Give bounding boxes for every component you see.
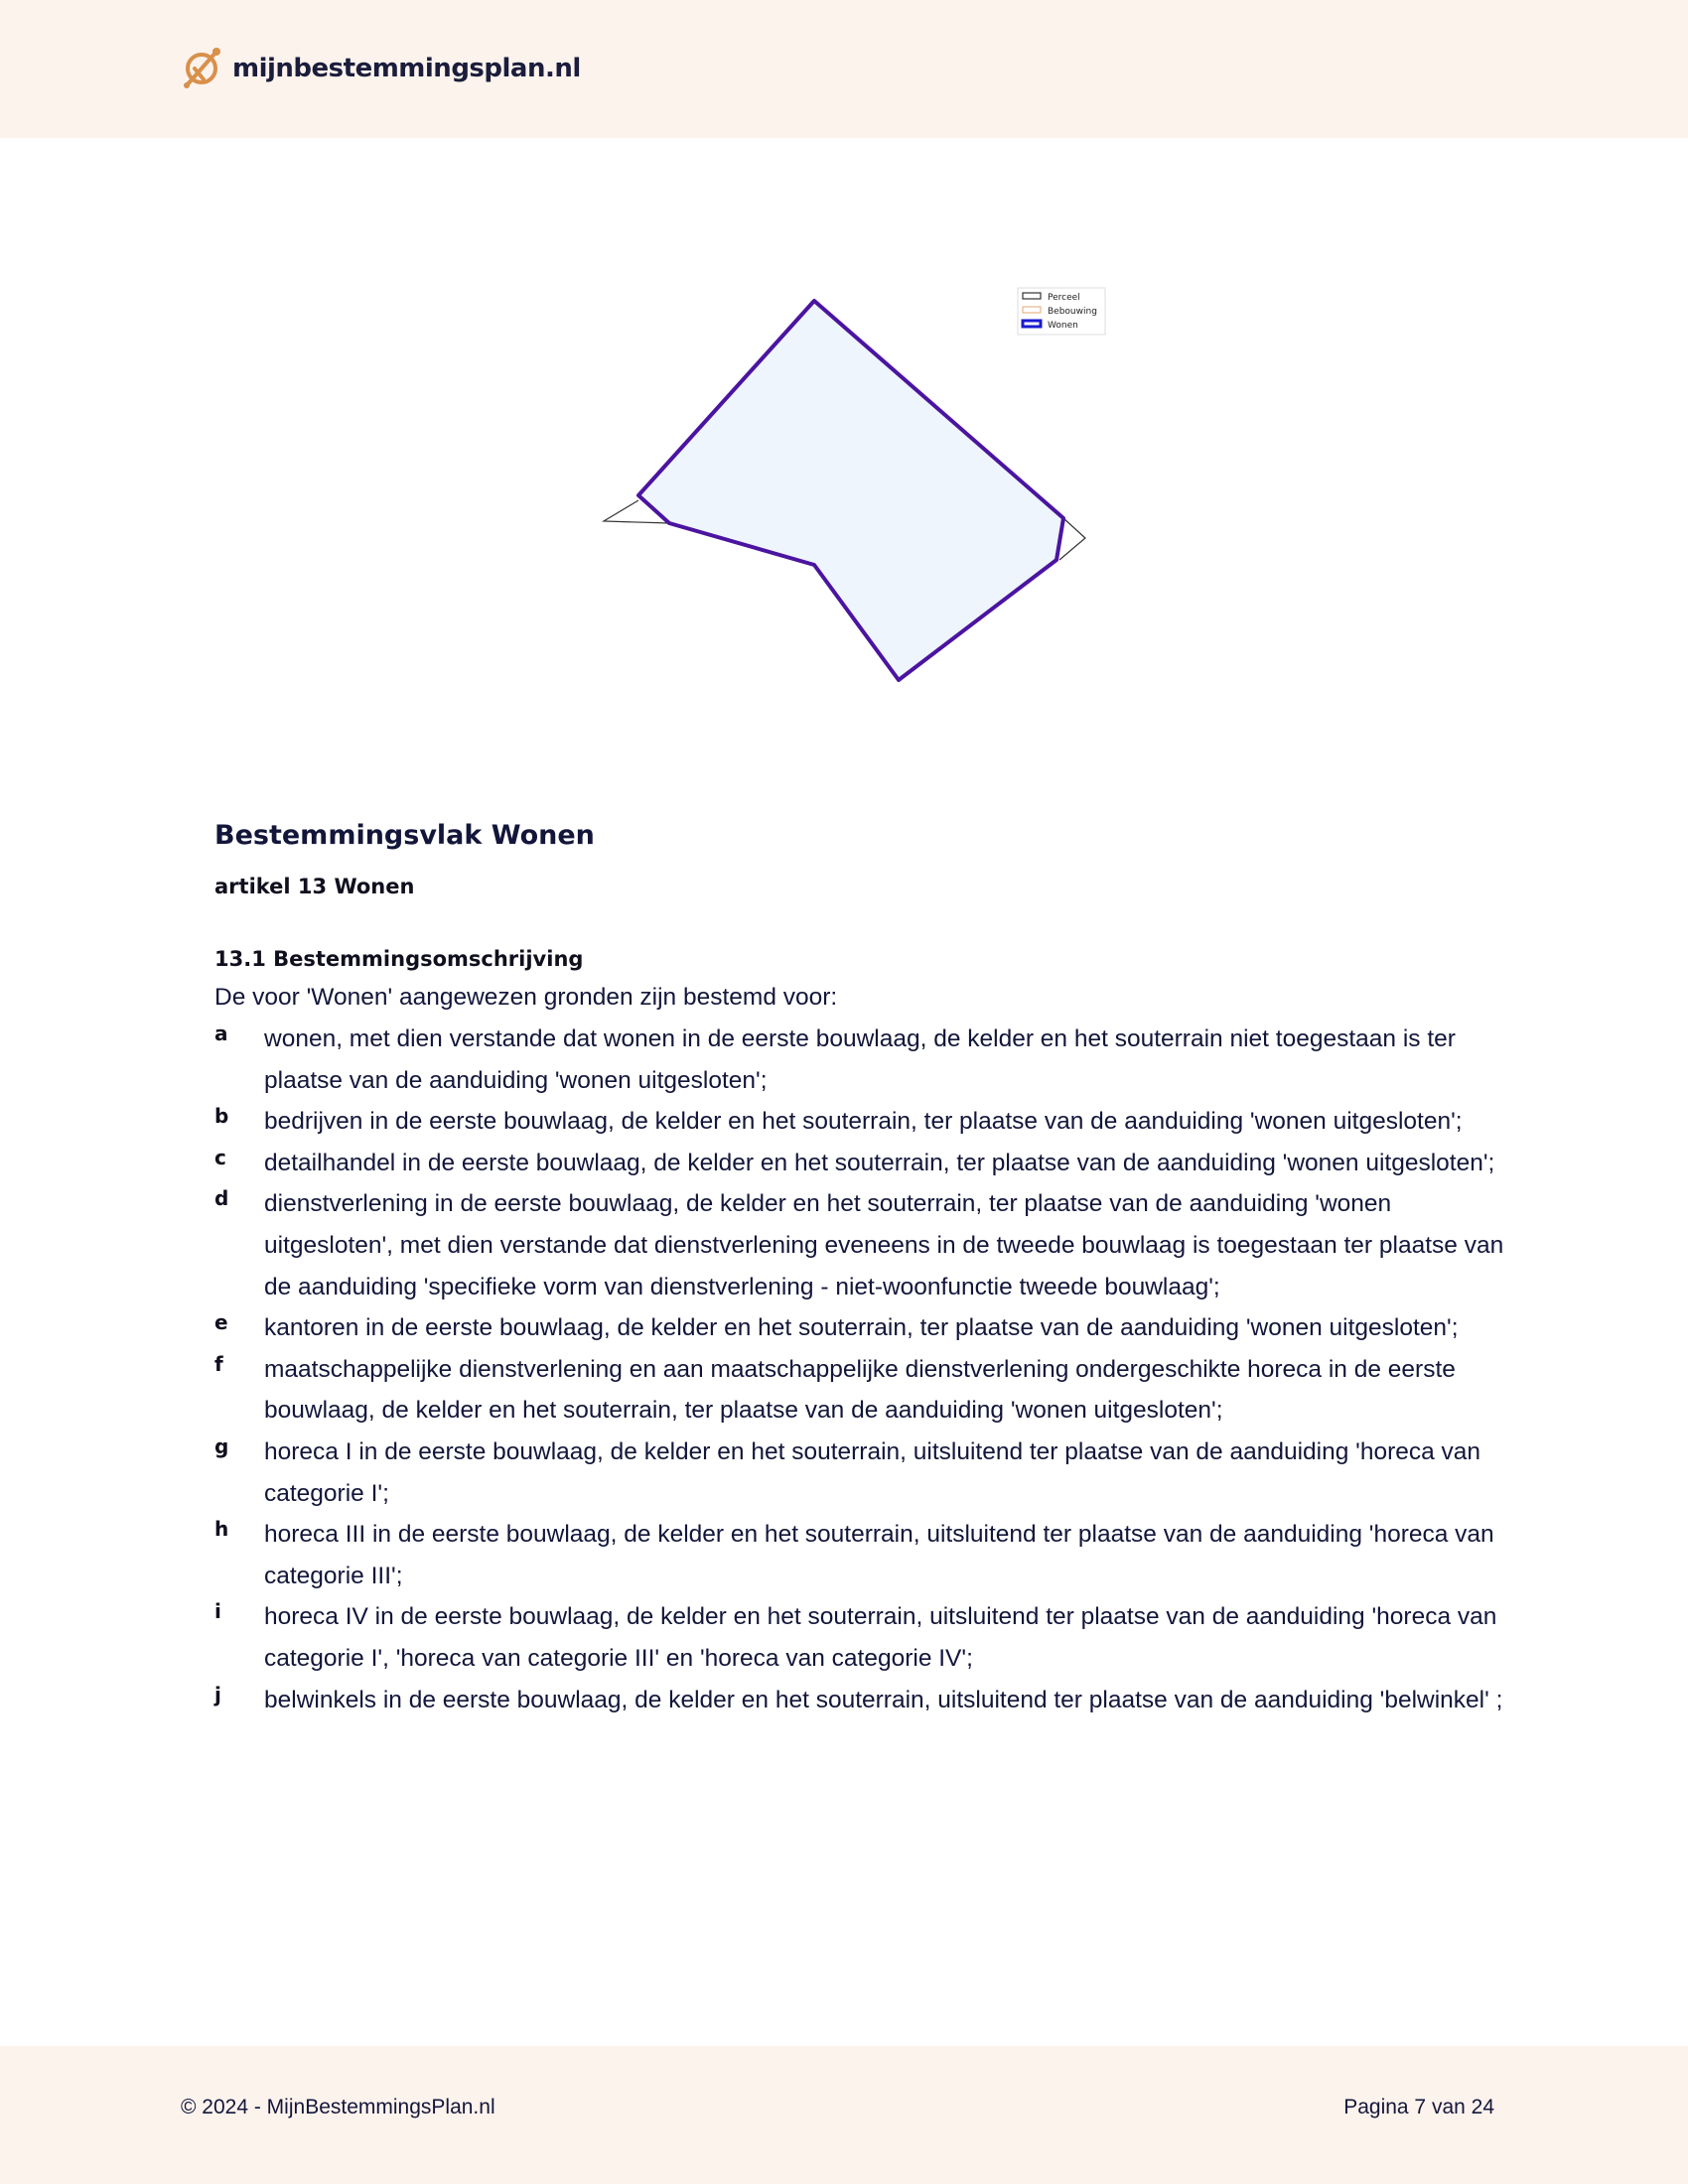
copyright-text: © 2024 - MijnBestemmingsPlan.nl [181,2096,495,2118]
list-letter: i [214,1599,221,1624]
list-item [214,1680,1505,1721]
list-text: maatschappelijke dienstverlening en aan maatschappelijke dienstverlening ondergeschikte horeca in de eerste bouwlaag, de kelder en het souterrain, ter plaatse van de aanduiding 'wonen uitgesloten'; [264,1355,1456,1425]
plan-map [596,283,1112,690]
page-header [0,0,1688,138]
list-item [214,1019,1505,1101]
legend-wonen-swatch [1023,321,1041,327]
list-item [214,1596,1505,1679]
list-text: detailhandel in de eerste bouwlaag, de kelder en het souterrain, ter plaatse van de aanduiding 'wonen uitgesloten'; [264,1149,1495,1176]
list-item [214,1183,1505,1307]
list-text: bedrijven in de eerste bouwlaag, de kelder en het souterrain, ter plaatse van de aanduiding 'wonen uitgesloten'; [264,1108,1463,1136]
list-letter: c [214,1145,226,1169]
legend-wonen: Wonen [1048,321,1078,331]
list-letter: h [214,1517,229,1542]
list-letter: d [214,1186,229,1211]
site-logo[interactable] [179,46,581,91]
bestemming-list [214,1019,1505,1720]
article-heading: artikel 13 Wonen [214,875,415,898]
list-text: horeca I in de eerste bouwlaag, de kelder en het souterrain, uitsluitend ter plaatse van de aanduiding 'horeca van categorie I'; [264,1437,1481,1507]
intro-text: De voor 'Wonen' aangewezen gronden zijn bestemd voor: [214,984,838,1011]
wonen-vlak [638,301,1063,680]
list-item [214,1143,1505,1184]
map-legend [1018,288,1105,335]
list-text: horeca IV in de eerste bouwlaag, de kelder en het souterrain, uitsluitend ter plaatse van de aanduiding 'horeca van categorie I', 'horeca van categorie III' en 'horeca van categorie IV'; [264,1603,1497,1672]
legend-perceel-swatch [1023,293,1041,299]
legend-bebouwing-swatch [1023,307,1041,313]
section-heading: 13.1 Bestemmingsomschrijving [214,947,584,971]
list-item [214,1101,1505,1143]
page-footer [0,2046,1688,2184]
list-letter: a [214,1022,228,1045]
page-title: Bestemmingsvlak Wonen [214,820,595,851]
list-text: belwinkels in de eerste bouwlaag, de kelder en het souterrain, uitsluitend ter plaatse van de aanduiding 'belwinkel' ; [264,1686,1503,1713]
logo-text: mijnbestemmingsplan.nl [232,54,581,83]
list-letter: j [214,1682,221,1706]
list-text: dienstverlening in de eerste bouwlaag, de kelder en het souterrain, ter plaatse van de aanduiding 'wonen uitgesloten', met dien verstande dat dienstverlening eveneens in de tweede bouwlaag is toegestaan ter plaatse van de aanduiding 'specifieke vorm van dienstverlening - niet-woonfunctie tweede bouwlaag'; [264,1190,1504,1300]
list-text: kantoren in de eerste bouwlaag, de kelder en het souterrain, ter plaatse van de aanduiding 'wonen uitgesloten'; [264,1314,1459,1342]
main-content [214,820,1505,1720]
page-number: Pagina 7 van 24 [1343,2096,1494,2118]
list-item [214,1514,1505,1596]
list-item [214,1307,1505,1349]
list-letter: f [214,1351,223,1376]
list-text: horeca III in de eerste bouwlaag, de kelder en het souterrain, uitsluitend ter plaatse van de aanduiding 'horeca van categorie III'; [264,1521,1494,1589]
list-letter: b [214,1104,229,1129]
list-item [214,1349,1505,1432]
list-letter: g [214,1433,229,1458]
compass-logo-icon [179,46,224,91]
list-letter: e [214,1310,228,1335]
legend-perceel: Perceel [1048,293,1080,303]
legend-bebouwing: Bebouwing [1048,307,1097,317]
list-text: wonen, met dien verstande dat wonen in de eerste bouwlaag, de kelder en het souterrain niet toegestaan is ter plaatse van de aanduiding 'wonen uitgesloten'; [264,1025,1456,1094]
list-item [214,1432,1505,1514]
